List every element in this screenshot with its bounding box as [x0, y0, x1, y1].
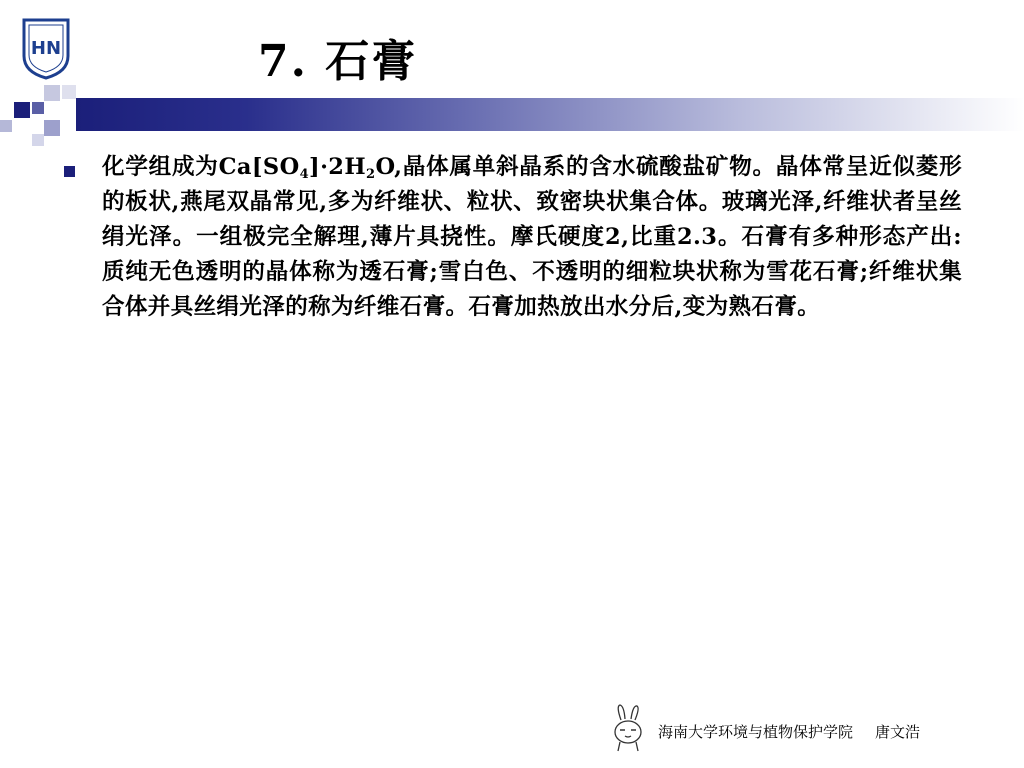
- decorative-squares: [0, 82, 80, 148]
- slide-title: 7. 石膏: [258, 36, 418, 87]
- square-bullet-icon: [64, 166, 75, 177]
- logo-letters: HN: [30, 38, 62, 59]
- footer-institution: 海南大学环境与植物保护学院: [658, 723, 854, 741]
- paragraph-intro: 化学组成为: [102, 154, 219, 180]
- slide-content: [62, 150, 962, 325]
- footer-author: 唐文浩: [875, 723, 921, 741]
- formula-part: O: [375, 154, 395, 180]
- paragraph-body: ,晶体属单斜晶系的含水硫酸盐矿物。晶体常呈近似菱形的板状,燕尾双晶常见,多为纤维状、粒状、致密块状集合体。玻璃光泽,纤维状者呈丝绢光泽。一组极完全解理,薄片具挠性。摩氏硬度2,比重2.3。石膏有多种形态产出:质纯无色透明的晶体称为透石膏;雪白色、不透明的细粒块状称为雪花石膏;纤维状集合体并具丝绢光泽的称为纤维石膏。石膏加热放出水分后,变为熟石膏。: [102, 154, 962, 320]
- university-shield-logo: [20, 16, 72, 80]
- rabbit-mascot-icon: [608, 704, 648, 752]
- formula-part: ]·2H: [309, 154, 367, 180]
- formula-subscript: 4: [299, 167, 310, 182]
- footer: [658, 722, 920, 742]
- chemical-formula: [219, 154, 395, 180]
- bullet-paragraph: [102, 150, 962, 325]
- header-gradient-bar: [76, 98, 1024, 131]
- bullet-item: [62, 150, 962, 325]
- formula-part: Ca[SO: [218, 154, 300, 180]
- formula-subscript: 2: [366, 167, 376, 182]
